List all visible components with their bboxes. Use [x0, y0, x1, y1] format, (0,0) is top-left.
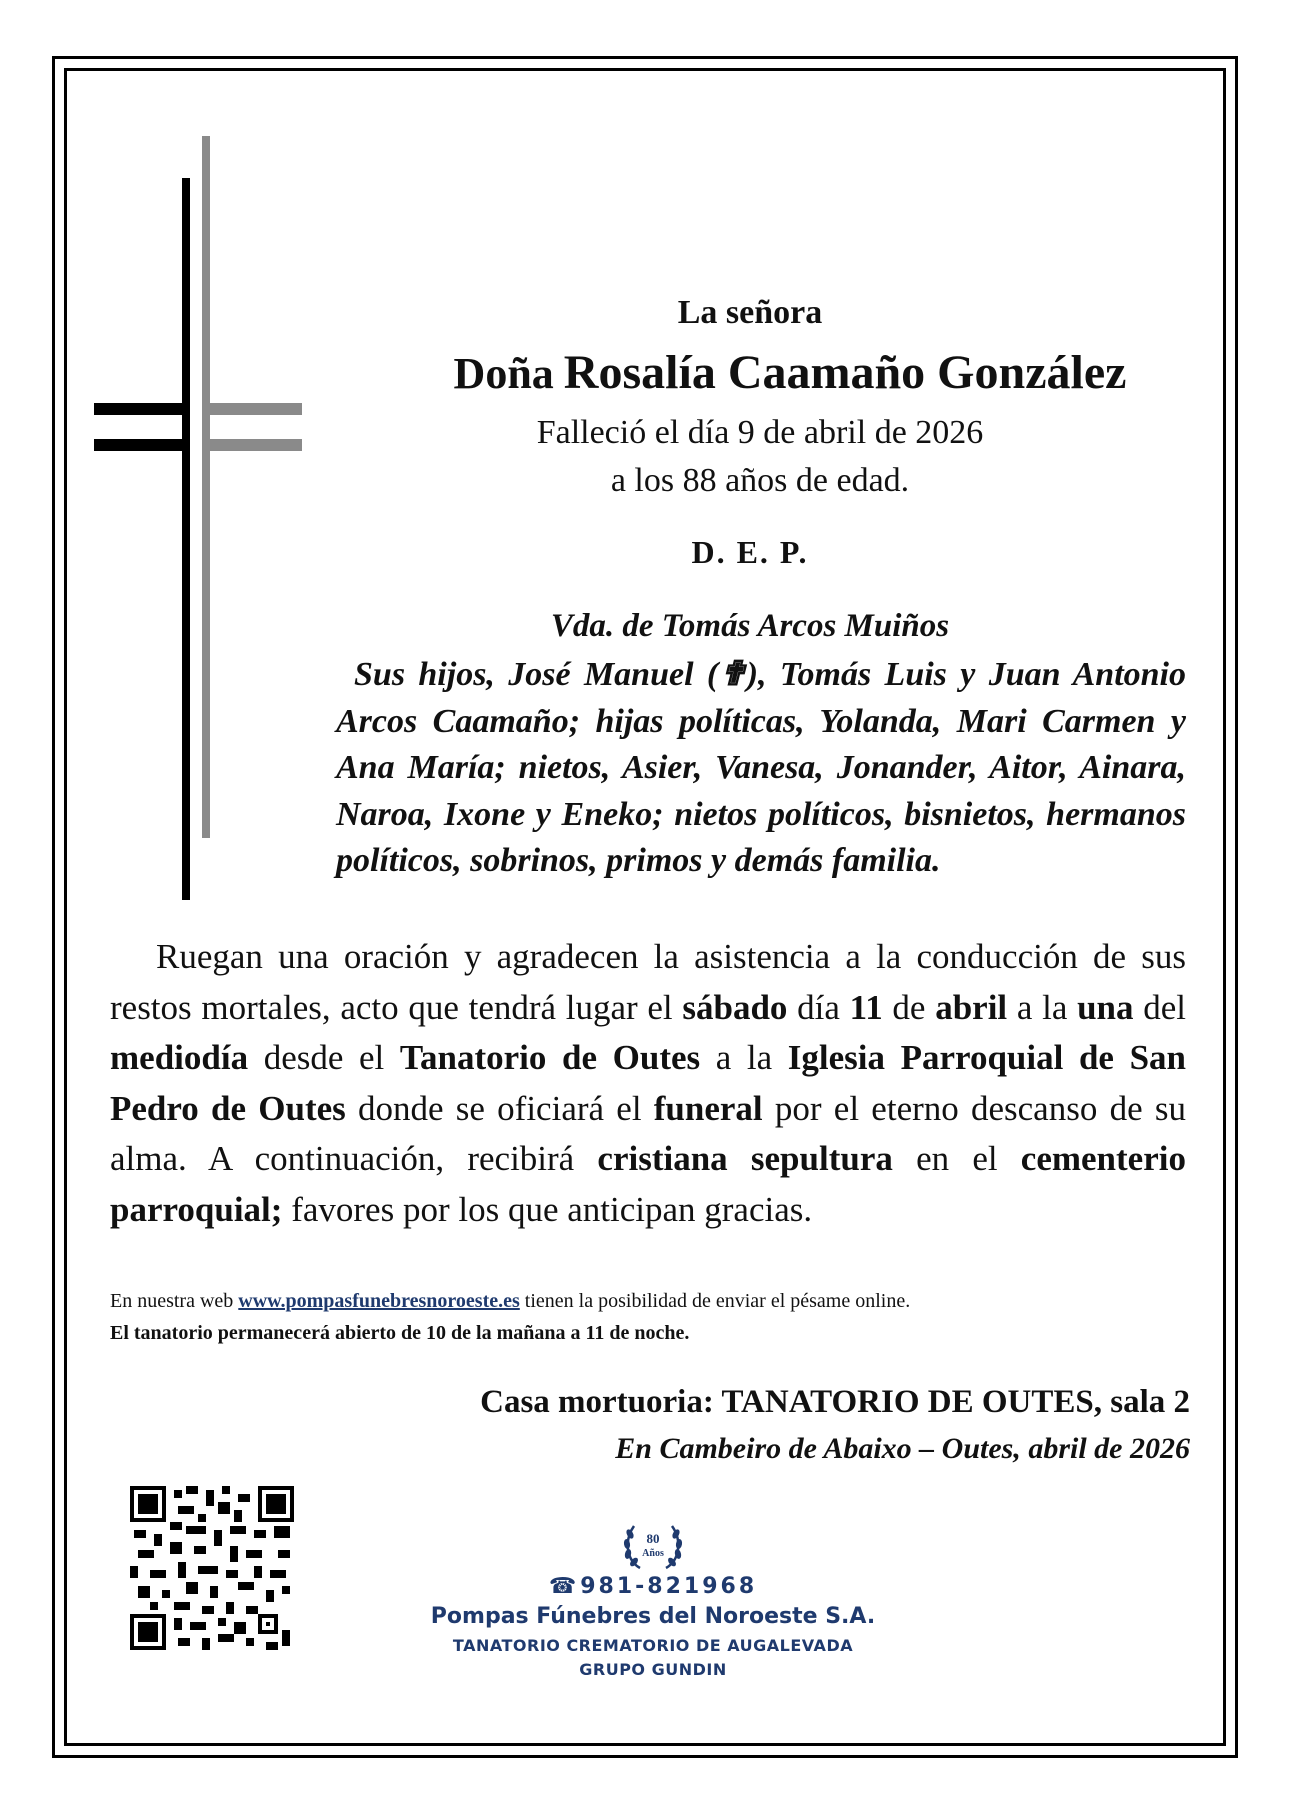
web-condolence-note	[110, 1290, 910, 1313]
death-date: Falleció el día 9 de abril de 2026	[536, 414, 984, 451]
deceased-cross-icon: ✟	[718, 656, 747, 693]
service-month: abril	[935, 987, 1008, 1027]
family-text-start: Sus hijos, José Manuel (	[354, 656, 719, 693]
phone-number[interactable]	[540, 1574, 766, 1599]
service-cemetery: cementerio parroquial;	[110, 1139, 1186, 1229]
full-name: Rosalía Caamaño González	[563, 346, 1127, 399]
service-paragraph	[110, 932, 1186, 1235]
service-text: de	[882, 987, 936, 1027]
widow-of: Vda. de Tomás Arcos Muiños	[550, 608, 950, 644]
service-text: Ruegan una oración y agradecen la asistencia a la conducción de sus restos mortales, acto que tendrá lugar el	[110, 937, 1186, 1027]
service-text: por el eterno descanso de su alma. A continuación, recibirá	[110, 1088, 1186, 1178]
cross-black-vertical	[182, 178, 190, 900]
rip-text: D. E. P.	[691, 534, 809, 570]
cross-black-arm-top	[94, 403, 190, 415]
badge-text: Años	[642, 1548, 664, 1559]
service-church: Iglesia Parroquial de San Pedro de Outes	[110, 1038, 1187, 1128]
service-text: en el	[892, 1139, 1021, 1178]
crematorium-name: TANATORIO CREMATORIO DE AUGALEVADA	[452, 1636, 854, 1655]
website-link[interactable]: www.pompasfunebresnoroeste.es	[238, 1290, 520, 1312]
service-hour: una	[1077, 987, 1134, 1027]
service-text: a la	[1007, 987, 1078, 1027]
place-and-date: En Cambeiro de Abaixo – Outes, abril de 2026	[615, 1432, 1190, 1465]
company-name: Pompas Fúnebres del Noroeste S.A.	[430, 1604, 876, 1629]
service-day: sábado	[682, 987, 788, 1027]
service-text: donde se oficiará el	[345, 1088, 654, 1128]
cross-gray-arm-top	[202, 403, 302, 415]
phone-icon: ☎	[548, 1574, 577, 1599]
service-text: a la	[700, 1038, 788, 1077]
service-text: día	[787, 987, 850, 1027]
qr-code-icon[interactable]	[130, 1486, 294, 1650]
opening-hours: El tanatorio permanecerá abierto de 10 de la mañana a 11 de noche.	[110, 1322, 690, 1344]
service-funeral: funeral	[653, 1088, 763, 1128]
badge-number: 80	[646, 1531, 660, 1546]
web-note-prefix: En nuestra web	[110, 1290, 239, 1312]
deceased-name	[380, 345, 1200, 400]
cross-black-arm-bottom	[94, 439, 190, 451]
cross-gray-vertical	[202, 136, 210, 838]
intro-text: La señora	[677, 294, 823, 331]
service-time-of-day: mediodía	[110, 1038, 249, 1077]
family-list	[336, 652, 1186, 885]
group-name: GRUPO GUNDIN	[579, 1660, 727, 1679]
phone-digits: 981-821968	[580, 1574, 758, 1599]
age-line: a los 88 años de edad.	[610, 462, 910, 499]
title-prefix: Doña	[453, 349, 554, 398]
service-text: del	[1133, 987, 1186, 1027]
web-note-suffix: tienen la posibilidad de enviar el pésame online.	[519, 1290, 911, 1312]
service-text: desde el	[248, 1038, 400, 1077]
funeral-home: Casa mortuoria: TANATORIO DE OUTES, sala 2	[480, 1384, 1190, 1420]
cross-gray-arm-bottom	[202, 439, 302, 451]
service-burial: cristiana sepultura	[597, 1139, 893, 1178]
service-origin: Tanatorio de Outes	[399, 1038, 701, 1077]
family-text-rest: ), Tomás Luis y Juan Antonio Arcos Caamaño; hijas políticas, Yolanda, Mari Carmen y Ana María; nietos, Asier, Vanesa, Jonander, Aitor, Ainara, Naroa, Ixone y Eneko; nietos políticos, bisnietos, hermanos políticos, sobrinos, primos y demás familia.	[336, 656, 1186, 879]
anniversary-badge-icon	[618, 1510, 688, 1580]
service-date-number: 11	[849, 987, 883, 1027]
service-text: favores por los que anticipan gracias.	[282, 1189, 813, 1229]
